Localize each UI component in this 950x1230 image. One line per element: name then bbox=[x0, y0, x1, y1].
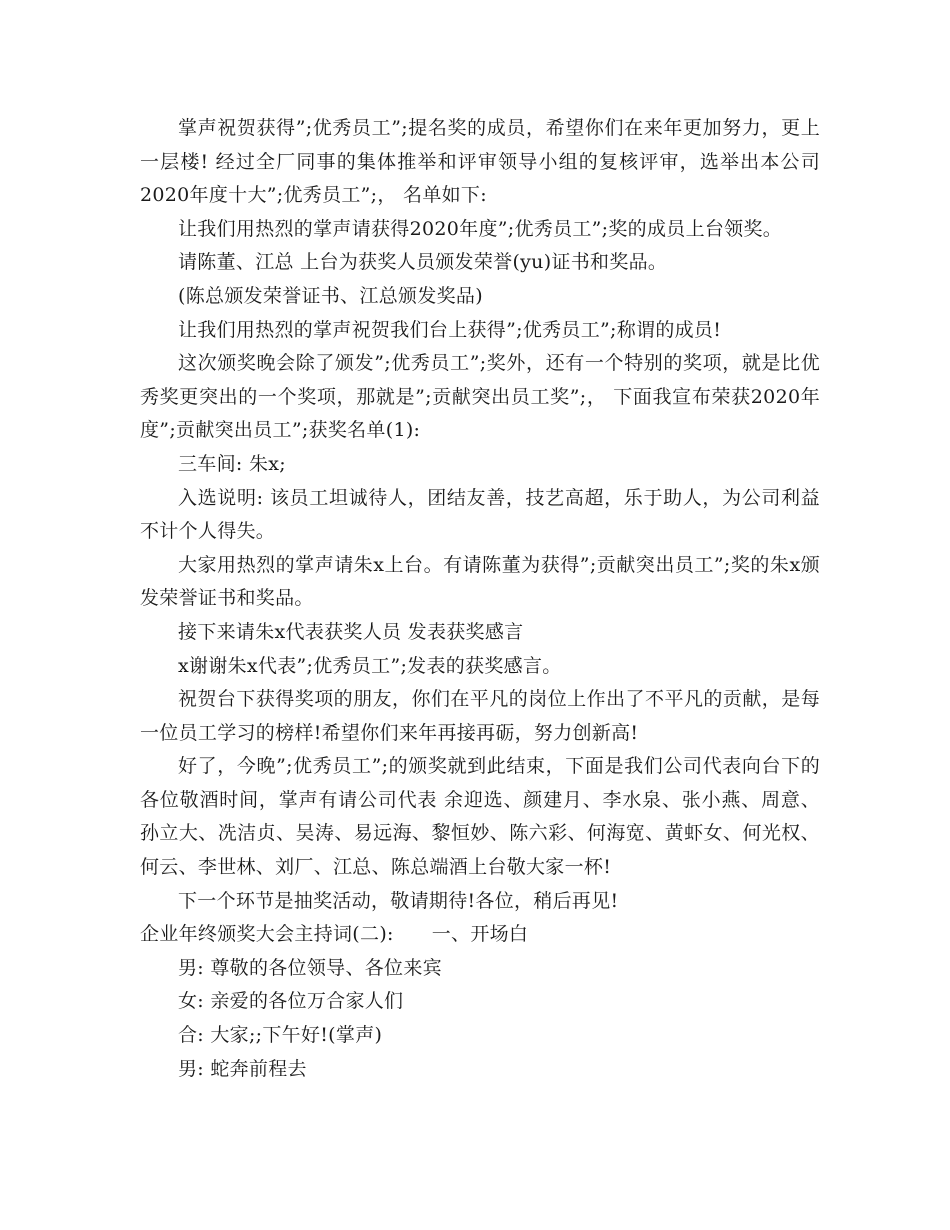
paragraph-6: 这次颁奖晚会除了颁发”;优秀员工”;奖外，还有一个特别的奖项，就是比优秀奖更突出的一个奖项，那就是”;贡献突出员工奖”;， 下面我宣布荣获2020年度”;贡献突出员工”;获奖名单(1): bbox=[140, 352, 820, 442]
section-heading bbox=[140, 918, 820, 952]
paragraph-3: 请陈董、江总 上台为获奖人员颁发荣誉(yu)证书和奖品。 bbox=[178, 251, 668, 274]
paragraph-14: 下一个环节是抽奖活动，敬请期待!各位，稍后再见! bbox=[178, 889, 619, 912]
paragraph-10: 接下来请朱x代表获奖人员 发表获奖感言 bbox=[178, 620, 524, 643]
paragraph-11: x谢谢朱x代表”;优秀员工”;发表的获奖感言。 bbox=[178, 654, 562, 677]
paragraph-9: 大家用热烈的掌声请朱x上台。有请陈董为获得”;贡献突出员工”;奖的朱x颁发荣誉证书和奖品。 bbox=[140, 553, 820, 610]
paragraph-5: 让我们用热烈的掌声祝贺我们台上获得”;优秀员工”;称谓的成员! bbox=[178, 318, 722, 341]
paragraph-1: 掌声祝贺获得”;优秀员工”;提名奖的成员，希望你们在来年更加努力，更上一层楼! 经过全厂同事的集体推举和评审领导小组的复核评审，选举出本公司2020年度十大”;优秀员工”;， 名单如下: bbox=[140, 117, 820, 207]
paragraph-13: 好了，今晚”;优秀员工”;的颁奖就到此结束，下面是我们公司代表向台下的各位敬酒时间，掌声有请公司代表 余迎选、颜建月、李水泉、张小燕、周意、孙立大、冼洁贞、吴涛、易远海、黎恒妙、陈六彩、何海宽、黄虾女、何光权、何云、李世林、刘厂、江总、陈总端酒上台敬大家一杯! bbox=[140, 755, 820, 879]
document-body bbox=[140, 112, 820, 1086]
paragraph-12: 祝贺台下获得奖项的朋友，你们在平凡的岗位上作出了不平凡的贡献，是每一位员工学习的榜样!希望你们来年再接再砺，努力创新高! bbox=[140, 688, 820, 744]
dialogue-line-3: 合: 大家;;下午好!(掌声) bbox=[178, 1024, 383, 1047]
paragraph-8: 入选说明: 该员工坦诚待人，团结友善，技艺高超，乐于助人，为公司利益不计个人得失。 bbox=[140, 486, 820, 543]
paragraph-2: 让我们用热烈的掌声请获得2020年度”;优秀员工”;奖的成员上台领奖。 bbox=[178, 217, 783, 240]
paragraph-7: 三车间: 朱x; bbox=[178, 452, 286, 475]
dialogue-line-1: 男: 尊敬的各位领导、各位来宾 bbox=[178, 956, 442, 979]
section-heading-subtitle: 一、开场白 bbox=[431, 923, 529, 946]
dialogue-line-2: 女: 亲爱的各位万合家人们 bbox=[178, 990, 404, 1013]
paragraph-4: (陈总颁发荣誉证书、江总颁发奖品) bbox=[178, 284, 483, 307]
section-heading-title: 企业年终颁奖大会主持词(二): bbox=[140, 923, 394, 946]
dialogue-line-4: 男: 蛇奔前程去 bbox=[178, 1057, 307, 1080]
